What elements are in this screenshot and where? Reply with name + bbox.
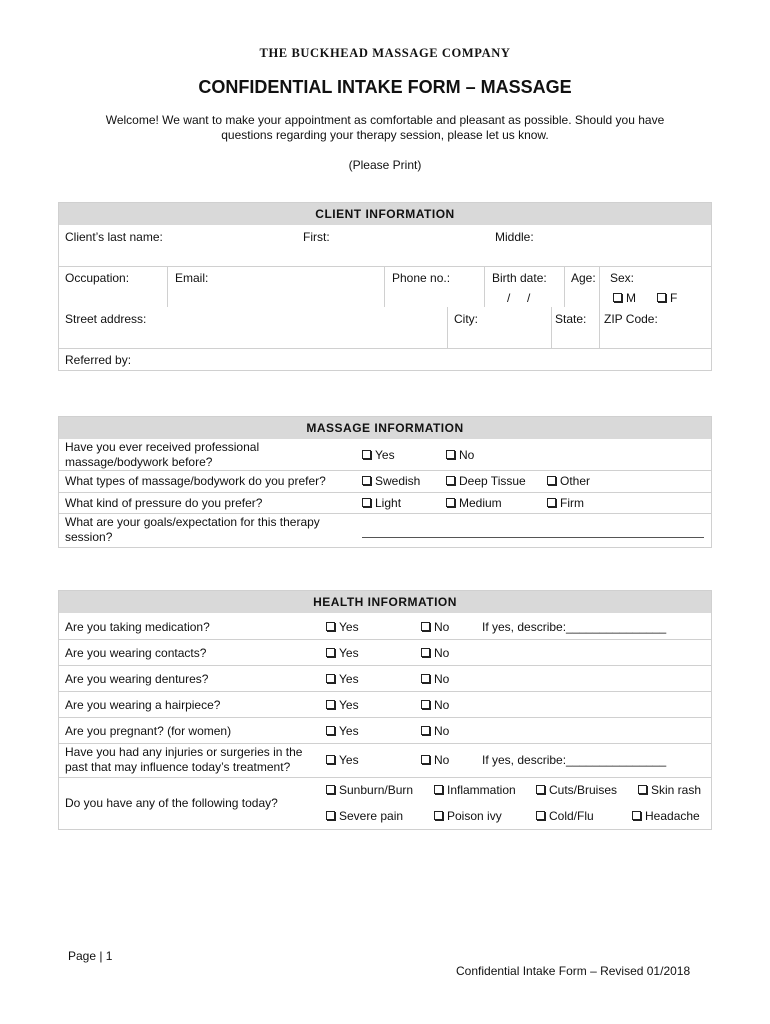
injuries-describe-field[interactable]: If yes, describe:_______________ [482, 753, 667, 767]
checkbox-icon[interactable] [362, 498, 371, 507]
checkbox-icon[interactable] [547, 476, 556, 485]
sex-f-label: F [670, 291, 678, 305]
welcome-text [0, 113, 770, 143]
deep-tissue-option[interactable] [446, 474, 526, 488]
sex-m-option[interactable] [613, 291, 636, 305]
zip-code-field[interactable]: ZIP Code: [604, 312, 658, 326]
option-label: Cold/Flu [549, 809, 594, 823]
option-label: Other [560, 474, 591, 488]
checkbox-icon[interactable] [536, 811, 545, 820]
injuries-no-option[interactable] [421, 753, 449, 767]
inflammation-option[interactable] [434, 783, 516, 797]
birth-date-slashes: / / [507, 291, 531, 305]
question-line: massage/bodywork before? [65, 455, 213, 469]
checkbox-icon[interactable] [326, 648, 335, 657]
page-number: Page | 1 [68, 949, 113, 963]
referred-by-field[interactable]: Referred by: [65, 353, 132, 367]
divider [167, 266, 168, 307]
city-field[interactable]: City: [454, 312, 478, 326]
massage-type-question: What types of massage/bodywork do you prefer? [65, 474, 326, 488]
checkbox-icon[interactable] [326, 755, 335, 764]
checkbox-icon[interactable] [326, 700, 335, 709]
dentures-no-option[interactable] [421, 672, 449, 686]
option-label: No [434, 698, 450, 712]
divider [59, 665, 711, 666]
divider [564, 266, 565, 307]
hairpiece-yes-option[interactable] [326, 698, 359, 712]
sex-label: Sex: [610, 271, 635, 285]
option-label: Inflammation [447, 783, 516, 797]
question-line: Have you ever received professional [65, 440, 260, 454]
checkbox-icon[interactable] [446, 476, 455, 485]
contacts-no-option[interactable] [421, 646, 449, 660]
last-name-field[interactable]: Client’s last name: [65, 230, 163, 244]
divider [59, 470, 711, 471]
option-label: No [434, 646, 450, 660]
injuries-question [65, 745, 325, 775]
option-label: No [459, 448, 475, 462]
option-label: Cuts/Bruises [549, 783, 618, 797]
revision-note: Confidential Intake Form – Revised 01/2018 [456, 964, 691, 978]
goals-question [65, 515, 355, 545]
checkbox-icon[interactable] [536, 785, 545, 794]
massage-information-section [58, 416, 712, 548]
option-label: Sunburn/Burn [339, 783, 414, 797]
option-label: Yes [339, 620, 359, 634]
cold-flu-option[interactable] [536, 809, 594, 823]
pregnant-no-option[interactable] [421, 724, 449, 738]
divider [59, 266, 711, 267]
headache-option[interactable] [632, 809, 700, 823]
occupation-field[interactable]: Occupation: [65, 271, 130, 285]
phone-field[interactable]: Phone no.: [392, 271, 451, 285]
question-line: past that may influence today’s treatment? [65, 760, 291, 774]
massage-information-heading: MASSAGE INFORMATION [59, 417, 711, 439]
contacts-yes-option[interactable] [326, 646, 359, 660]
option-label: Yes [339, 698, 359, 712]
medication-no-option[interactable] [421, 620, 449, 634]
checkbox-icon[interactable] [632, 811, 641, 820]
divider [551, 307, 552, 348]
firm-option[interactable] [547, 496, 584, 510]
experience-yes-option[interactable] [362, 448, 395, 462]
divider [59, 348, 711, 349]
street-address-field[interactable]: Street address: [65, 312, 147, 326]
experience-no-option[interactable] [446, 448, 474, 462]
option-label: No [434, 672, 450, 686]
checkbox-icon[interactable] [434, 811, 443, 820]
checkbox-icon[interactable] [326, 674, 335, 683]
health-information-heading: HEALTH INFORMATION [59, 591, 711, 613]
cuts-bruises-option[interactable] [536, 783, 617, 797]
goals-answer-line[interactable] [362, 537, 704, 538]
checkbox-icon[interactable] [326, 811, 335, 820]
option-label: No [434, 620, 450, 634]
dentures-yes-option[interactable] [326, 672, 359, 686]
medium-option[interactable] [446, 496, 502, 510]
swedish-option[interactable] [362, 474, 420, 488]
option-label: Severe pain [339, 809, 404, 823]
pregnant-yes-option[interactable] [326, 724, 359, 738]
first-name-field[interactable]: First: [303, 230, 330, 244]
checkbox-icon[interactable] [326, 622, 335, 631]
divider [447, 307, 448, 348]
checkbox-icon[interactable] [421, 648, 430, 657]
divider [59, 492, 711, 493]
option-label: Yes [339, 646, 359, 660]
massage-experience-question [65, 440, 345, 470]
skin-rash-option[interactable] [638, 783, 701, 797]
checkbox-icon[interactable] [434, 785, 443, 794]
checkbox-icon[interactable] [446, 498, 455, 507]
checkbox-icon[interactable] [638, 785, 647, 794]
checkbox-icon[interactable] [421, 674, 430, 683]
birth-date-field[interactable]: Birth date: [492, 271, 547, 285]
age-field[interactable]: Age: [571, 271, 596, 285]
divider [599, 266, 600, 348]
email-field[interactable]: Email: [175, 271, 209, 285]
divider [59, 717, 711, 718]
checkbox-icon[interactable] [421, 700, 430, 709]
checkbox-icon[interactable] [547, 498, 556, 507]
checkbox-icon[interactable] [326, 785, 335, 794]
light-option[interactable] [362, 496, 401, 510]
welcome-line-1: Welcome! We want to make your appointment as comfortable and pleasant as possible. Should you have [105, 113, 665, 127]
checkbox-icon[interactable] [421, 755, 430, 764]
question-line: Have you had any injuries or surgeries in the [65, 745, 303, 759]
conditions-question: Do you have any of the following today? [65, 796, 278, 810]
client-information-section [58, 202, 712, 371]
other-option[interactable] [547, 474, 590, 488]
hairpiece-no-option[interactable] [421, 698, 449, 712]
option-label: Poison ivy [447, 809, 502, 823]
middle-name-field[interactable]: Middle: [495, 230, 534, 244]
option-label: Medium [459, 496, 502, 510]
option-label: Skin rash [651, 783, 702, 797]
dentures-question: Are you wearing dentures? [65, 672, 209, 686]
medication-yes-option[interactable] [326, 620, 359, 634]
medication-question: Are you taking medication? [65, 620, 210, 634]
question-line: session? [65, 530, 113, 544]
option-label: Light [375, 496, 402, 510]
divider [59, 777, 711, 778]
option-label: No [434, 753, 450, 767]
divider [59, 743, 711, 744]
divider [384, 266, 385, 307]
checkbox-icon[interactable] [657, 293, 666, 302]
divider [59, 639, 711, 640]
option-label: Headache [645, 809, 700, 823]
option-label: Yes [375, 448, 395, 462]
state-field[interactable]: State: [555, 312, 587, 326]
contacts-question: Are you wearing contacts? [65, 646, 207, 660]
question-line: What are your goals/expectation for this therapy [65, 515, 320, 529]
option-label: Deep Tissue [459, 474, 526, 488]
divider [59, 513, 711, 514]
divider [59, 691, 711, 692]
checkbox-icon[interactable] [421, 622, 430, 631]
welcome-line-2: questions regarding your therapy session, please let us know. [221, 128, 549, 142]
form-title: CONFIDENTIAL INTAKE FORM – MASSAGE [198, 77, 572, 97]
option-label: Yes [339, 672, 359, 686]
checkbox-icon[interactable] [421, 726, 430, 735]
client-information-heading: CLIENT INFORMATION [59, 203, 711, 225]
health-information-section [58, 590, 712, 830]
option-label: Yes [339, 753, 359, 767]
sunburn-option[interactable] [326, 783, 413, 797]
company-name: THE BUCKHEAD MASSAGE COMPANY [259, 46, 511, 60]
hairpiece-question: Are you wearing a hairpiece? [65, 698, 221, 712]
option-label: Firm [560, 496, 584, 510]
medication-describe-field[interactable]: If yes, describe:_______________ [482, 620, 667, 634]
poison-ivy-option[interactable] [434, 809, 502, 823]
option-label: Yes [339, 724, 359, 738]
sex-f-option[interactable] [657, 291, 677, 305]
option-label: Swedish [375, 474, 421, 488]
checkbox-icon[interactable] [362, 476, 371, 485]
checkbox-icon[interactable] [362, 450, 371, 459]
divider [484, 266, 485, 307]
checkbox-icon[interactable] [613, 293, 622, 302]
checkbox-icon[interactable] [446, 450, 455, 459]
severe-pain-option[interactable] [326, 809, 403, 823]
print-note: (Please Print) [348, 158, 422, 172]
sex-m-label: M [626, 291, 636, 305]
checkbox-icon[interactable] [326, 726, 335, 735]
pregnant-question: Are you pregnant? (for women) [65, 724, 232, 738]
option-label: No [434, 724, 450, 738]
pressure-question: What kind of pressure do you prefer? [65, 496, 263, 510]
injuries-yes-option[interactable] [326, 753, 359, 767]
